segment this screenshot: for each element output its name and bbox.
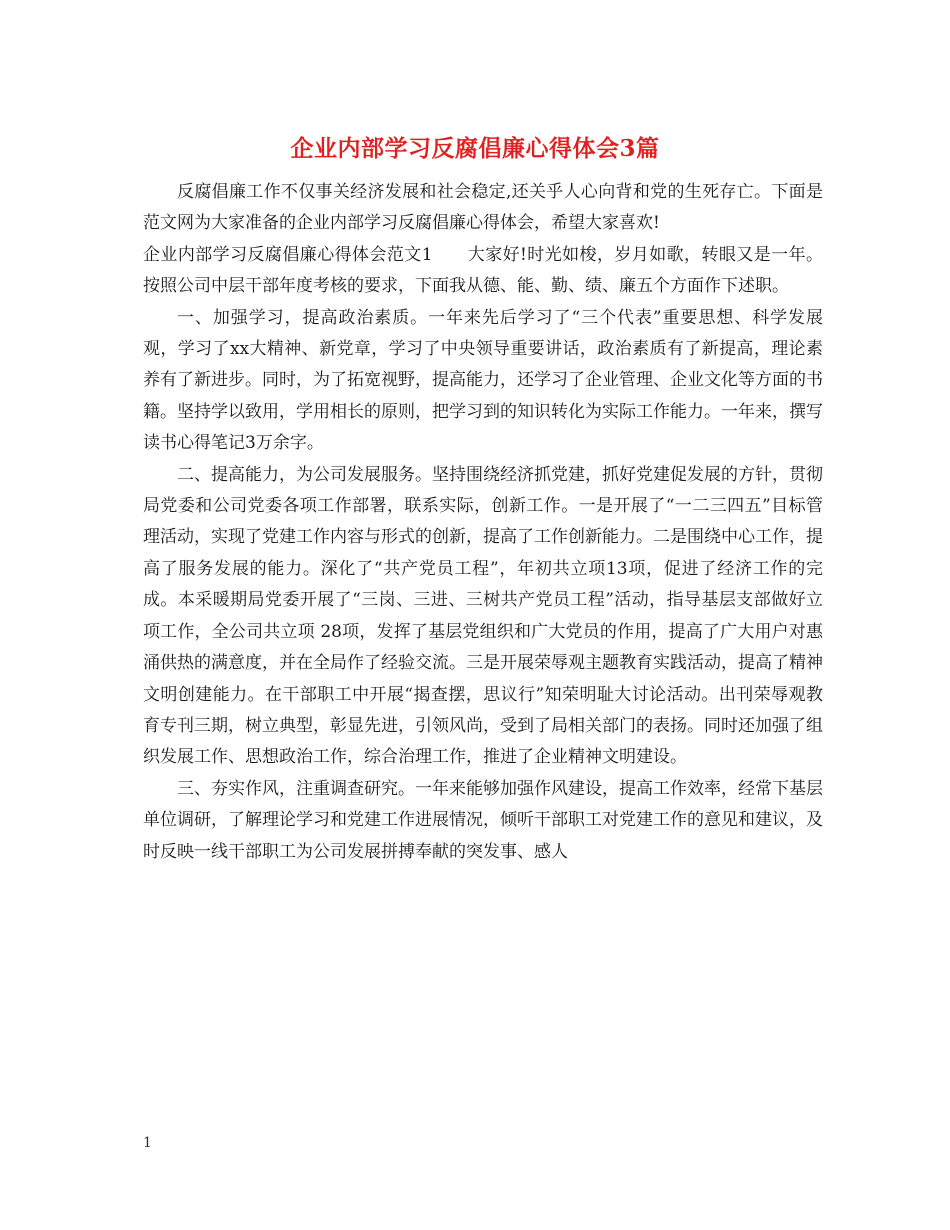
page-number: 1 (143, 1135, 152, 1151)
paragraph-section-two: 二、提高能力，为公司发展服务。坚持围绕经济抓党建，抓好党建促发展的方针，贯彻局党委和公司党委各项工作部署，联系实际，创新工作。一是开展了“一二三四五”目标管理活动，实现了党建工作内容与形式的创新，提高了工作创新能力。二是围绕中心工作，提高了服务发展的能力。深化了“共产党员工程”，年初共立项13项，促进了经济工作的完成。本采暖期局党委开展了“三岗、三进、三树共产党员工程”活动，指导基层支部做好立项工作，全公司共立项 28项，发挥了基层党组织和广大党员的作用，提高了广大用户对惠涌供热的满意度，并在全局作了经验交流。三是开展荣辱观主题教育实践活动，提高了精神文明创建能力。在干部职工中开展“揭查摆，思议行”知荣明耻大讨论活动。出刊荣辱观教育专刊三期，树立典型，彰显先进，引领风尚，受到了局相关部门的表扬。同时还加强了组织发展工作、思想政治工作，综合治理工作，推进了企业精神文明建设。 (143, 464, 823, 768)
paragraph-section-three: 三、夯实作风，注重调查研究。一年来能够加强作风建设，提高工作效率，经常下基层单位调研，了解理论学习和党建工作进展情况，倾听干部职工对党建工作的意见和建议，及时反映一线干部职工为公司发展拼搏奉献的突发事、感人 (143, 778, 823, 862)
paragraph-section-one: 一、加强学习，提高政治素质。一年来先后学习了“三个代表”重要思想、科学发展观，学习了xx大精神、新党章，学习了中央领导重要讲话，政治素质有了新提高，理论素养有了新进步。同时，为了拓宽视野，提高能力，还学习了企业管理、企业文化等方面的书籍。坚持学以致用，学用相长的原则，把学习到的知识转化为实际工作能力。一年来，撰写读书心得笔记3万余字。 (143, 307, 823, 454)
document-body (143, 177, 823, 868)
paragraph-sample-opening: 企业内部学习反腐倡廉心得体会范文1 大家好!时光如梭，岁月如歌，转眼又是一年。按照公司中层干部年度考核的要求，下面我从德、能、勤、绩、廉五个方面作下述职。 (143, 244, 823, 297)
paragraph-intro: 反腐倡廉工作不仅事关经济发展和社会稳定,还关乎人心向背和党的生死存亡。下面是范文网为大家准备的企业内部学习反腐倡廉心得体会，希望大家喜欢! (143, 182, 823, 234)
document-title: 企业内部学习反腐倡廉心得体会3篇 (290, 135, 660, 162)
